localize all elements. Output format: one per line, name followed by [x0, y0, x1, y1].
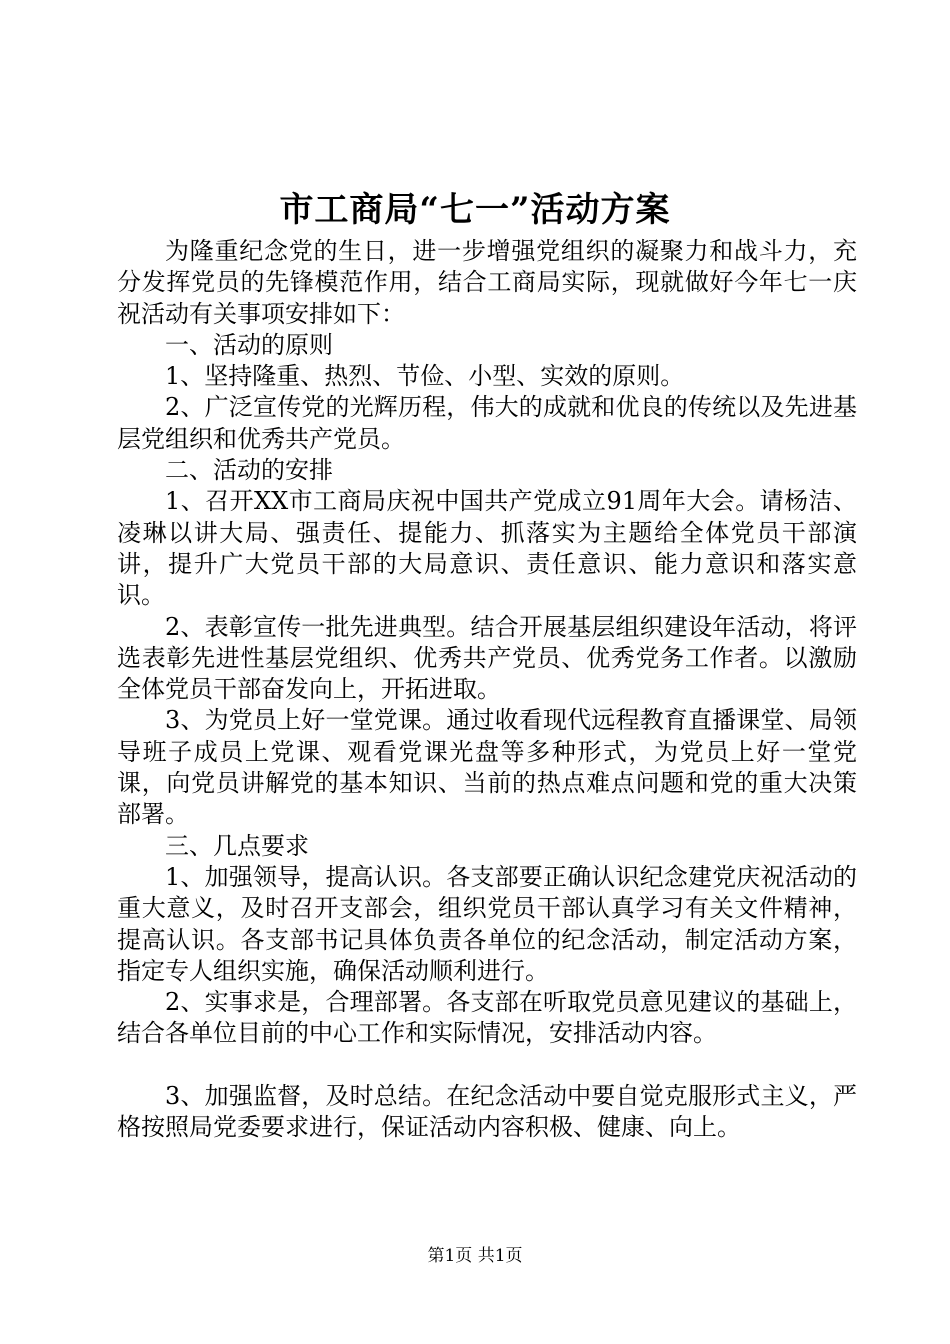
document-title: 市工商局“七一”活动方案: [279, 190, 671, 230]
requirement-item-1: 1、加强领导，提高认识。各支部要正确认识纪念建党庆祝活动的重大意义，及时召开支部会，组织党员干部认真学习有关文件精神，提高认识。各支部书记具体负责各单位的纪念活动，制定活动方案，指定专人组织实施，确保活动顺利进行。: [117, 862, 857, 985]
page-footer: 第1页 共1页: [427, 1246, 523, 1266]
arrangement-item-1: 1、召开XX市工商局庆祝中国共产党成立91周年大会。请杨洁、凌琳以讲大局、强责任、提能力、抓落实为主题给全体党员干部演讲，提升广大党员干部的大局意识、责任意识、能力意识和落实意识。: [117, 487, 857, 610]
principle-item-2: 2、广泛宣传党的光辉历程，伟大的成就和优良的传统以及先进基层党组织和优秀共产党员。: [117, 393, 857, 453]
section-heading-requirements: 三、几点要求: [165, 831, 309, 860]
principle-item-1: 1、坚持隆重、热烈、节俭、小型、实效的原则。: [165, 362, 685, 391]
section-heading-arrangements: 二、活动的安排: [165, 456, 333, 485]
requirement-item-2: 2、实事求是，合理部署。各支部在听取党员意见建议的基础上，结合各单位目前的中心工作和实际情况，安排活动内容。: [117, 988, 857, 1048]
section-heading-principles: 一、活动的原则: [165, 330, 333, 359]
arrangement-item-3: 3、为党员上好一堂党课。通过收看现代远程教育直播课堂、局领导班子成员上党课、观看党课光盘等多种形式，为党员上好一堂党课，向党员讲解党的基本知识、当前的热点难点问题和党的重大决策部署。: [117, 706, 857, 829]
document-body: [117, 236, 857, 1143]
requirement-item-3: 3、加强监督，及时总结。在纪念活动中要自觉克服形式主义，严格按照局党委要求进行，保证活动内容积极、健康、向上。: [117, 1081, 857, 1142]
intro-paragraph: 为隆重纪念党的生日，进一步增强党组织的凝聚力和战斗力，充分发挥党员的先锋模范作用，结合工商局实际，现就做好今年七一庆祝活动有关事项安排如下：: [117, 237, 857, 328]
arrangement-item-2: 2、表彰宣传一批先进典型。结合开展基层组织建设年活动，将评选表彰先进性基层党组织、优秀共产党员、优秀党务工作者。以激励全体党员干部奋发向上，开拓进取。: [117, 612, 857, 704]
